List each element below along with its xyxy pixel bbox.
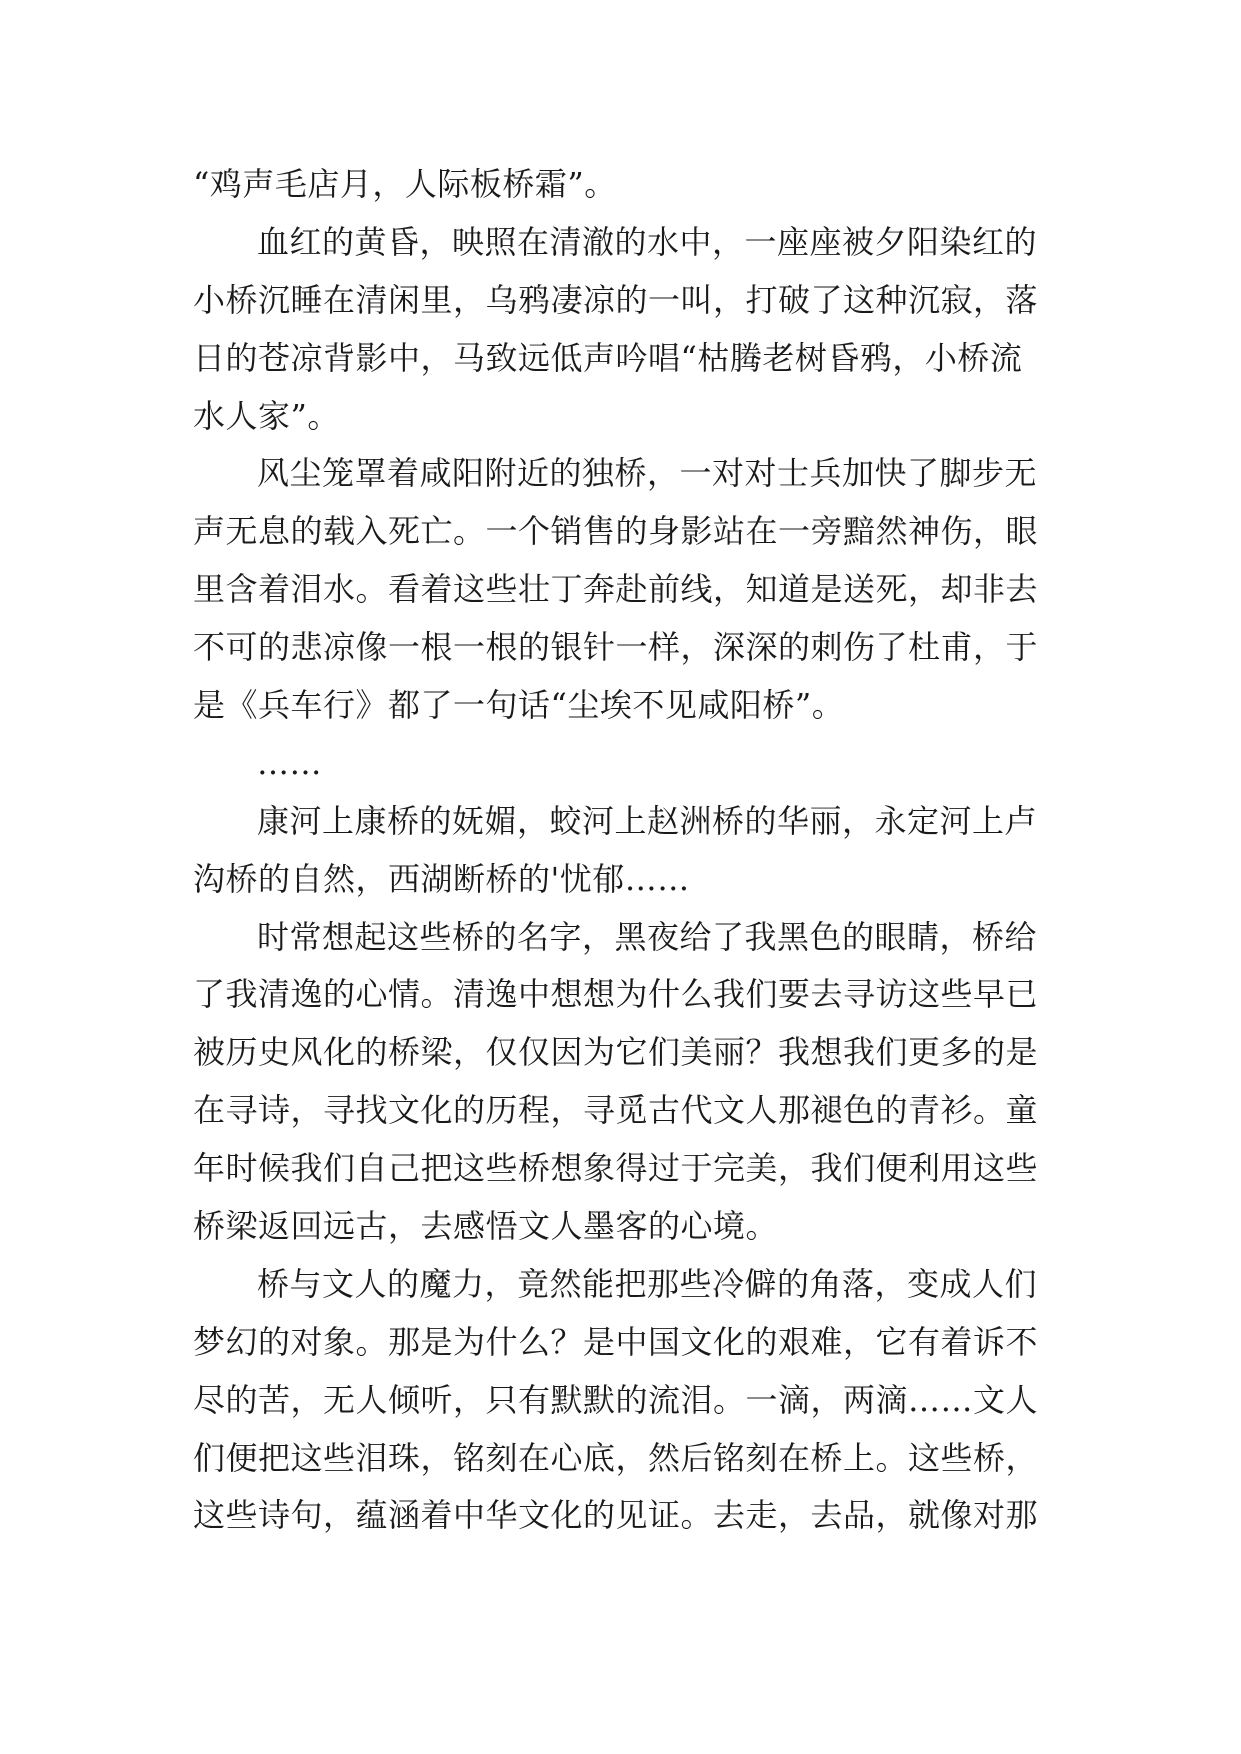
text-line: 年时候我们自己把这些桥想象得过于完美，我们便利用这些	[193, 1149, 1039, 1188]
text-line: 康河上康桥的妩媚，蛟河上赵洲桥的华丽，永定河上卢	[257, 801, 1038, 840]
text-line: 尽的苦，无人倾听，只有默默的流泪。一滴，两滴……文人	[193, 1380, 1039, 1419]
text-line: 水人家”。	[193, 396, 340, 435]
text-line: 沟桥的自然，西湖断桥的'忧郁……	[193, 859, 690, 898]
text-line: 梦幻的对象。那是为什么？是中国文化的艰难，它有着诉不	[193, 1322, 1039, 1361]
text-line: 血红的黄昏，映照在清澈的水中，一座座被夕阳染红的	[257, 222, 1038, 261]
text-line: 在寻诗，寻找文化的历程，寻觅古代文人那褪色的青衫。童	[193, 1091, 1039, 1130]
ellipsis-line: ……	[257, 743, 322, 782]
text-line: 了我清逸的心情。清逸中想想为什么我们要去寻访这些早已	[193, 975, 1039, 1014]
text-line: 不可的悲凉像一根一根的银针一样，深深的刺伤了杜甫，于	[193, 628, 1039, 667]
text-line: 里含着泪水。看着这些壮丁奔赴前线，知道是送死，却非去	[193, 570, 1039, 609]
body-text	[193, 156, 1073, 1545]
text-line: 这些诗句，蕴涵着中华文化的见证。去走，去品，就像对那	[193, 1496, 1039, 1535]
text-line: 们便把这些泪珠，铭刻在心底，然后铭刻在桥上。这些桥，	[193, 1438, 1039, 1477]
text-line: 声无息的载入死亡。一个销售的身影站在一旁黯然神伤，眼	[193, 512, 1039, 551]
text-line: 桥梁返回远古，去感悟文人墨客的心境。	[193, 1207, 779, 1246]
text-line: 风尘笼罩着咸阳附近的独桥，一对对士兵加快了脚步无	[257, 454, 1038, 493]
text-line: 是《兵车行》都了一句话“尘埃不见咸阳桥”。	[193, 686, 845, 725]
text-line: 被历史风化的桥梁，仅仅因为它们美丽？我想我们更多的是	[193, 1033, 1039, 1072]
text-line: “鸡声毛店月，人际板桥霜”。	[193, 165, 617, 203]
text-line: 桥与文人的魔力，竟然能把那些冷僻的角落，变成人们	[257, 1264, 1038, 1303]
text-line: 时常想起这些桥的名字，黑夜给了我黑色的眼睛，桥给	[257, 917, 1038, 956]
text-line: 小桥沉睡在清闲里，乌鸦凄凉的一叫，打破了这种沉寂，落	[193, 280, 1039, 319]
text-line: 日的苍凉背影中，马致远低声吟唱“枯腾老树昏鸦，小桥流	[193, 338, 1023, 377]
